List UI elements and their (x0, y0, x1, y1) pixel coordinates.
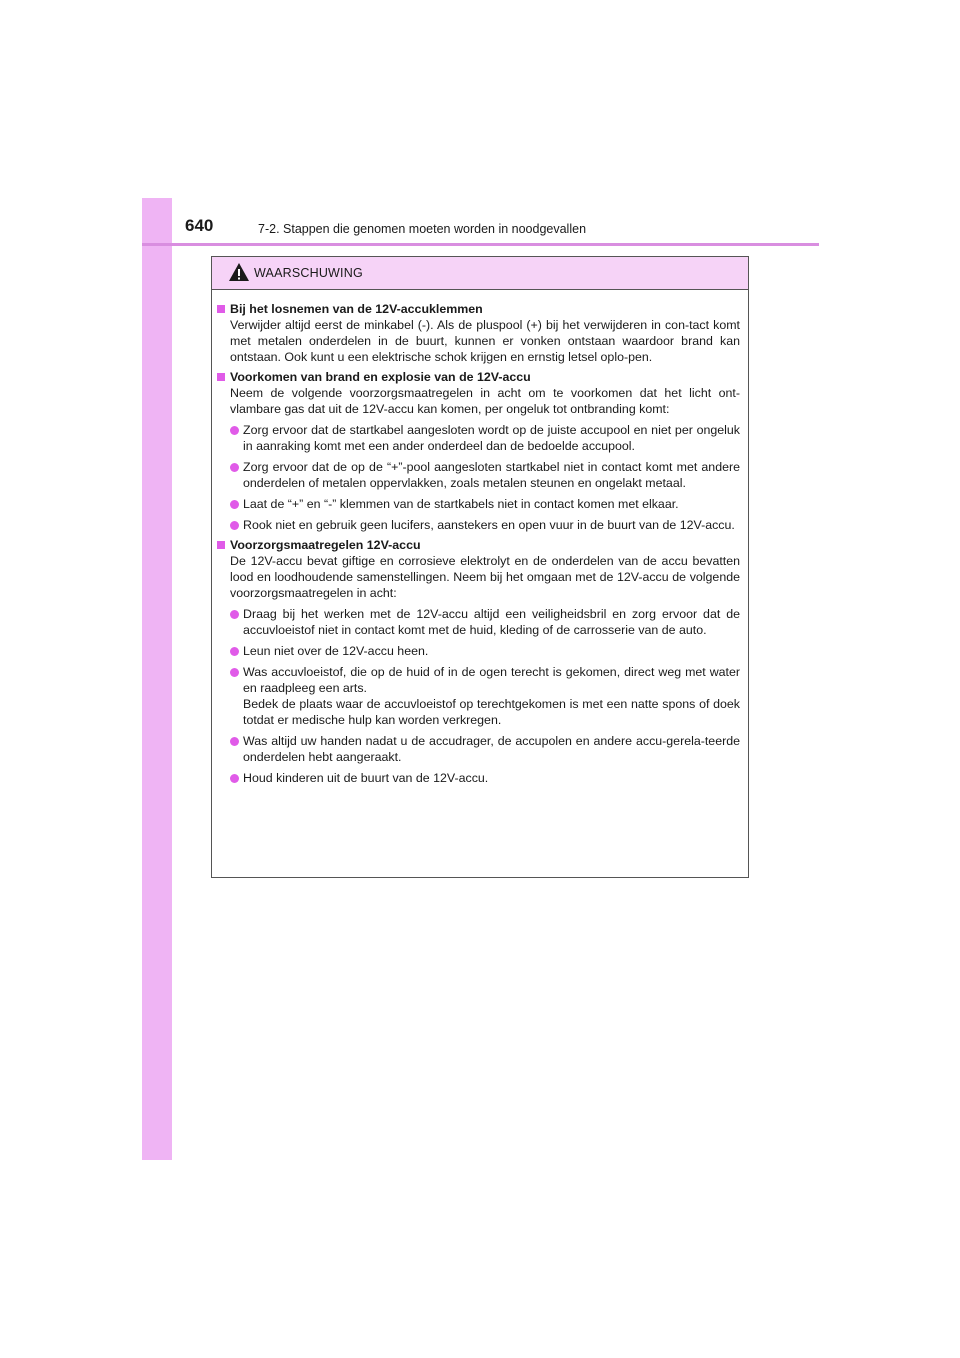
bullet-dot-icon (230, 737, 239, 746)
warning-body (212, 290, 748, 786)
bullet-dot-icon (230, 426, 239, 435)
warning-section (217, 301, 740, 365)
section-heading: Voorkomen van brand en explosie van de 12V-accu (230, 370, 531, 384)
list-item: Zorg ervoor dat de startkabel aangesloten wordt op de juiste accupool en niet per ongeluk in aanraking komt met een ander onderdeel dan de bedoelde accupool. (230, 422, 740, 454)
page-number: 640 (185, 216, 214, 235)
warning-triangle-icon (228, 262, 250, 282)
warning-label: WAARSCHUWING (254, 266, 363, 280)
bullet-dot-icon (230, 647, 239, 656)
list-item: Was accuvloeistof, die op de huid of in de ogen terecht is gekomen, direct weg met water en raadpleeg een arts. Bedek de plaats waar de accuvloeistof op terechtgekomen is met een natte spons of doek totdat er medische hulp kan worden verkregen. (230, 664, 740, 728)
bullet-dot-icon (230, 668, 239, 677)
bullet-dot-icon (230, 610, 239, 619)
section-intro: Verwijder altijd eerst de minkabel (-). Als de pluspool (+) bij het verwijderen in con-tact komt met metalen onderdelen in de buurt, kunnen er vonken ontstaan waardoor brand kan ontstaan. Ook kunt u een elektrische schok krijgen en ernstig letsel oplo-pen. (230, 318, 740, 364)
section-heading: Voorzorgsmaatregelen 12V-accu (230, 538, 421, 552)
square-bullet-icon (217, 541, 225, 549)
square-bullet-icon (217, 373, 225, 381)
list-item: Draag bij het werken met de 12V-accu altijd een veiligheidsbril en zorg ervoor dat de accuvloeistof niet in contact komt met de huid, kleding of de carrosserie van de auto. (230, 606, 740, 638)
warning-box (211, 256, 749, 878)
list-item: Laat de “+” en “-” klemmen van de startkabels niet in contact komen met elkaar. (230, 496, 740, 512)
bullet-dot-icon (230, 463, 239, 472)
section-intro: Neem de volgende voorzorgsmaatregelen in acht om te voorkomen dat het licht ont-vlambare gas dat uit de 12V-accu kan komen, per ongeluk tot ontbranding komt: (230, 386, 740, 416)
list-item: Zorg ervoor dat de op de “+”-pool aangesloten startkabel niet in contact komt met andere onderdelen of metalen oppervlakken, zoals metalen steunen en ongelakt metaal. (230, 459, 740, 491)
square-bullet-icon (217, 305, 225, 313)
list-item: Leun niet over de 12V-accu heen. (230, 643, 740, 659)
list-item: Houd kinderen uit de buurt van de 12V-accu. (230, 770, 740, 786)
chapter-side-band (142, 198, 172, 1160)
warning-section (217, 537, 740, 786)
bullet-dot-icon (230, 521, 239, 530)
bullet-dot-icon (230, 774, 239, 783)
header-rule (142, 243, 819, 246)
section-intro: De 12V-accu bevat giftige en corrosieve elektrolyt en de onderdelen van de accu bevatten lood en loodhoudende samenstellingen. Neem bij het omgaan met de 12V-accu de volgende voorzorgsmaatregelen in acht: (230, 554, 740, 600)
section-title: 7-2. Stappen die genomen moeten worden in noodgevallen (258, 222, 587, 236)
list-item: Rook niet en gebruik geen lucifers, aanstekers en open vuur in de buurt van de 12V-accu. (230, 517, 740, 533)
section-heading: Bij het losnemen van de 12V-accuklemmen (230, 302, 483, 316)
warning-section (217, 369, 740, 533)
list-item: Was altijd uw handen nadat u de accudrager, de accupolen en andere accu-gerela-teerde onderdelen hebt aangeraakt. (230, 733, 740, 765)
warning-header (212, 257, 748, 290)
bullet-dot-icon (230, 500, 239, 509)
